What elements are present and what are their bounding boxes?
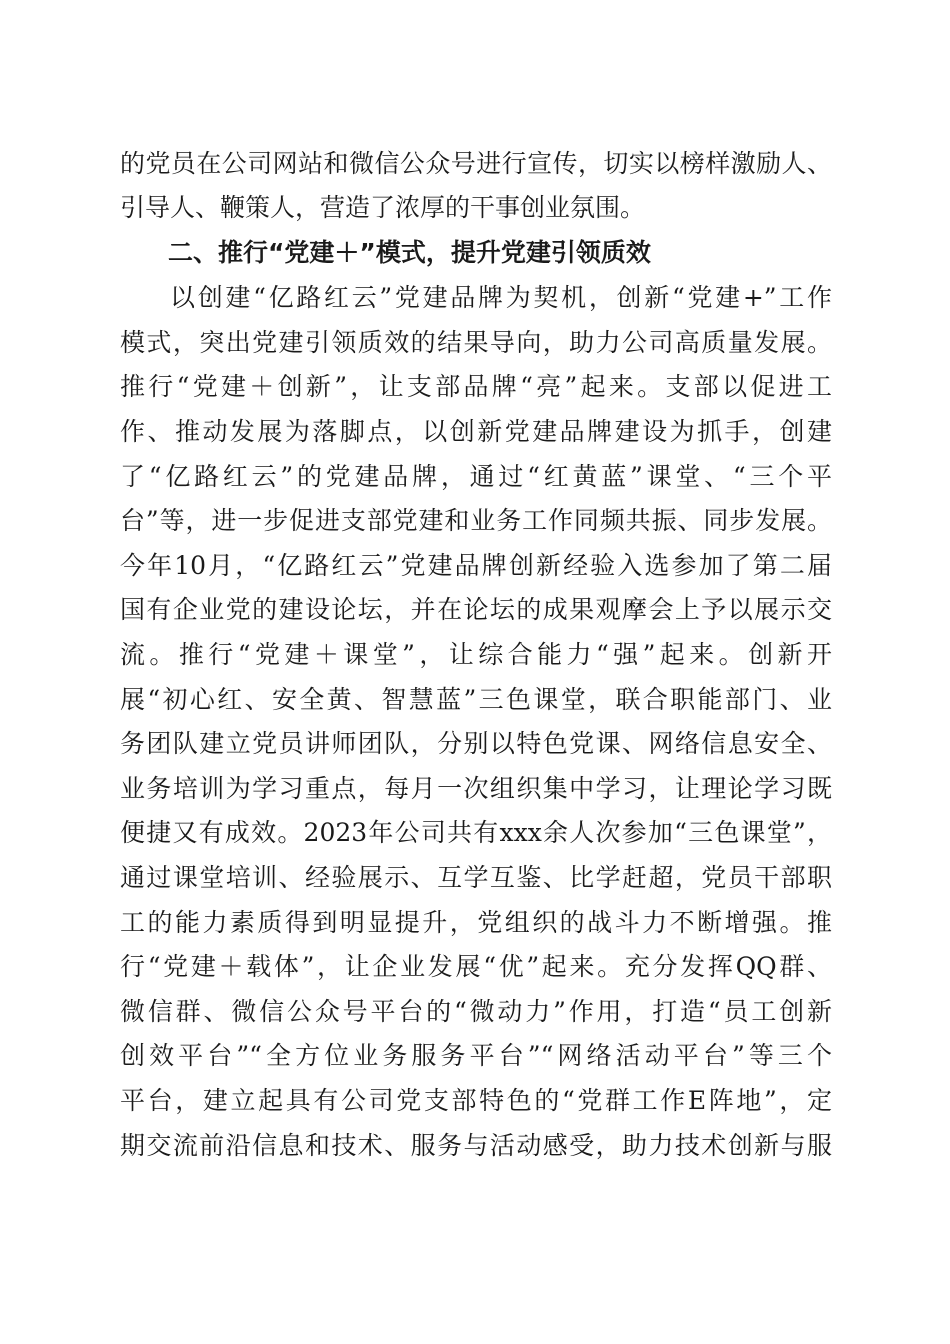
paragraph-line: 了“亿路红云”的党建品牌，通过“红黄蓝”课堂、“三个平 xyxy=(120,462,832,491)
paragraph-line: 以创建“亿路红云”党建品牌为契机，创新“党建+”工作 xyxy=(170,283,832,312)
paragraph-line: 模式，突出党建引领质效的结果导向，助力公司高质量发展。 xyxy=(120,328,832,357)
paragraph-line: 作、推动发展为落脚点，以创新党建品牌建设为抓手，创建 xyxy=(120,417,832,446)
paragraph-line: 微信群、微信公众号平台的“微动力”作用，打造“员工创新 xyxy=(120,997,832,1026)
paragraph-line: 今年10月，“亿路红云”党建品牌创新经验入选参加了第二届 xyxy=(120,551,832,580)
paragraph-line: 的党员在公司网站和微信公众号进行宣传，切实以榜样激励人、 xyxy=(120,149,832,178)
paragraph-line: 工的能力素质得到明显提升，党组织的战斗力不断增强。推 xyxy=(120,908,832,937)
paragraph-line: 创效平台”“全方位业务服务平台”“网络活动平台”等三个 xyxy=(120,1041,832,1070)
paragraph-line: 期交流前沿信息和技术、服务与活动感受，助力技术创新与服 xyxy=(120,1131,832,1160)
paragraph-line: 引导人、鞭策人，营造了浓厚的干事创业氛围。 xyxy=(120,193,646,222)
paragraph-line: 通过课堂培训、经验展示、互学互鉴、比学赶超，党员干部职 xyxy=(120,863,832,892)
paragraph-line: 展“初心红、安全黄、智慧蓝”三色课堂，联合职能部门、业 xyxy=(120,685,832,714)
paragraph-line: 推行“党建＋创新”，让支部品牌“亮”起来。支部以促进工 xyxy=(120,372,832,401)
paragraph-line: 便捷又有成效。2023年公司共有xxx余人次参加“三色课堂”， xyxy=(120,818,832,847)
paragraph-line: 业务培训为学习重点，每月一次组织集中学习，让理论学习既 xyxy=(120,774,832,803)
paragraph-line: 务团队建立党员讲师团队，分别以特色党课、网络信息安全、 xyxy=(120,729,832,758)
paragraph-line: 台”等，进一步促进支部党建和业务工作同频共振、同步发展。 xyxy=(120,506,832,535)
paragraph-line: 国有企业党的建设论坛，并在论坛的成果观摩会上予以展示交 xyxy=(120,595,832,624)
paragraph-line: 平台，建立起具有公司党支部特色的“党群工作E阵地”，定 xyxy=(120,1086,832,1115)
section-heading: 二、推行“党建＋”模式，提升党建引领质效 xyxy=(168,238,651,267)
paragraph-line: 流。推行“党建＋课堂”，让综合能力“强”起来。创新开 xyxy=(120,640,832,669)
paragraph-line: 行“党建＋载体”，让企业发展“优”起来。充分发挥QQ群、 xyxy=(120,952,832,981)
